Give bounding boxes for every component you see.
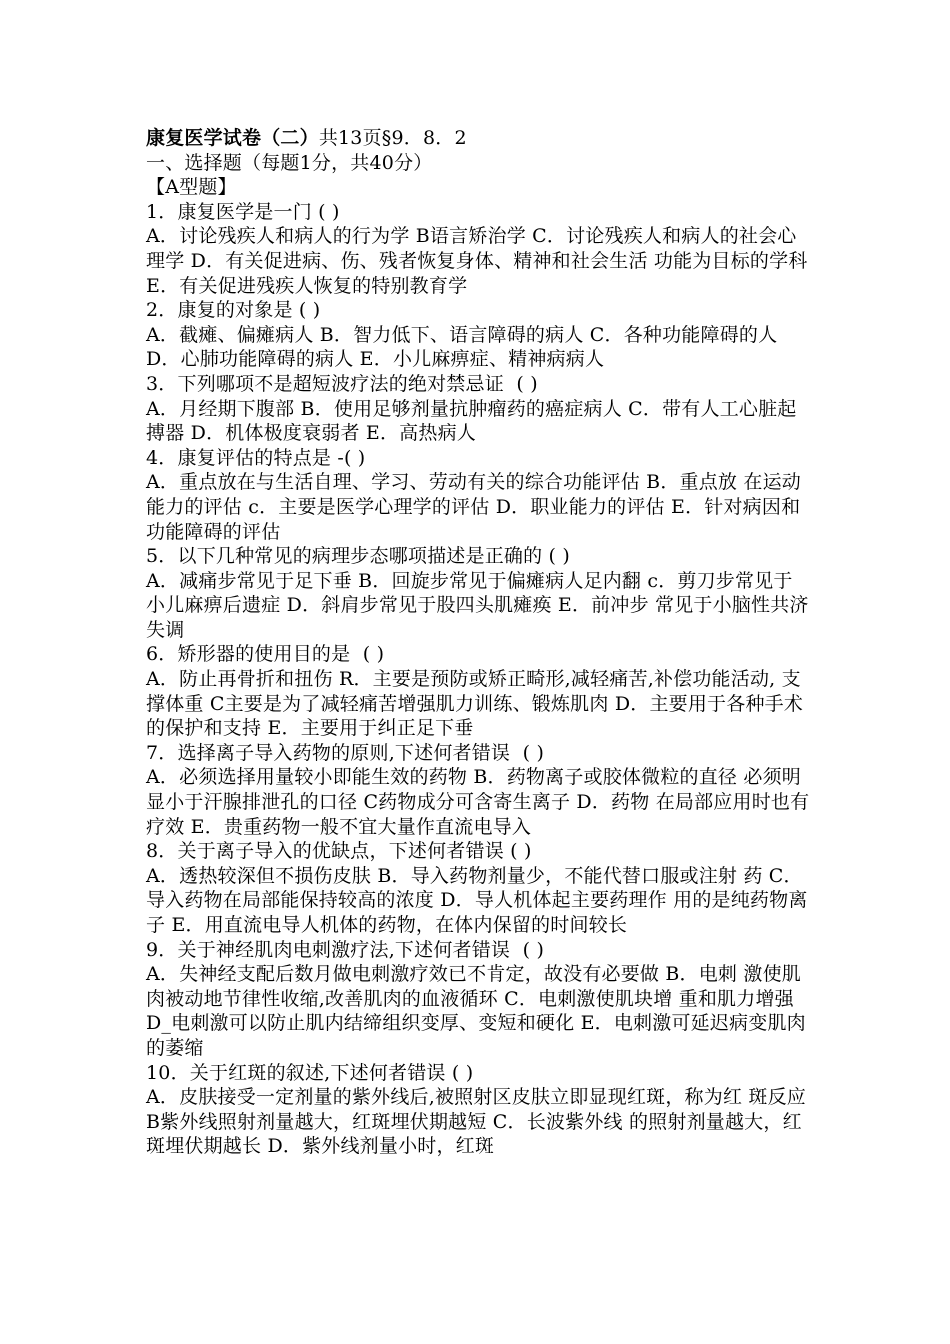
question-stem: 8．关于离子导入的优缺点，下述何者错误 ( ) [146, 840, 532, 863]
question-4 [146, 446, 810, 544]
question-10 [146, 1061, 813, 1159]
question-6 [146, 642, 810, 740]
question-stem: 9．关于神经肌肉电刺激疗法,下述何者错误 ( ) [146, 938, 545, 961]
question-options: A．截瘫、偏瘫病人 B．智力低下、语言障碍的病人 C．各种功能障碍的人 D．心肺功能障碍的病人 E．小儿麻痹症、精神病病人 [146, 323, 784, 371]
question-3 [146, 372, 810, 446]
question-options: A．透热较深但不损伤皮肤 B．导入药物剂量少，不能代替口服或注射 药 C．导入药物在局部能保持较高的浓度 D．导人机体起主要药理作 用的是纯药物离子 E．用直流电导人机体的药物，在体内保留的时间较长 [146, 864, 808, 936]
question-9 [146, 938, 810, 1061]
question-options: A．失神经支配后数月做电刺激疗效已不肯定，故没有必要做 B．电刺 激使肌肉被动地节律性收缩,改善肌肉的血液循环 C．电刺激使肌块增 重和肌力增强 D_电刺激可以防止肌内结缔组织变厚、变短和硬化 E．电刺激可延迟病变肌肉的萎缩 [146, 963, 806, 1059]
question-2 [146, 298, 810, 372]
question-5 [146, 544, 810, 642]
question-1 [146, 200, 814, 298]
section-heading: 一、选择题（每题1分，共40分） [146, 151, 433, 174]
question-options: A．防止再骨折和扭伤 R．主要是预防或矫正畸形,减轻痛苦,补偿功能活动, 支撑体重 C主要是为了减轻痛苦增强肌力训练、锻炼肌肉 D．主要用于各种手术的保护和支持 E．主要用于纠正足下垂 [146, 668, 804, 740]
question-stem: 10．关于红斑的叙述,下述何者错误 ( ) [146, 1061, 474, 1084]
exam-title-bold: 康复医学试卷（二） [146, 127, 319, 149]
exam-title [146, 126, 810, 151]
exam-title-rest: 共13页§9．8．2 [318, 127, 467, 149]
question-7 [146, 741, 810, 839]
question-8 [146, 839, 810, 937]
question-options: A．减痛步常见于足下垂 B．回旋步常见于偏瘫病人足内翻 c．剪刀步常见于小儿麻痹后遗症 D．斜肩步常见于股四头肌瘫痪 E．前冲步 常见于小脑性共济失调 [146, 569, 809, 641]
exam-document [146, 126, 814, 1159]
question-options: A．月经期下腹部 B．使用足够剂量抗肿瘤药的癌症病人 C．带有人工心脏起搏器 D．机体极度衰弱者 E．高热病人 [146, 397, 797, 445]
question-stem: 7．选择离子导入药物的原则,下述何者错误 ( ) [146, 741, 545, 764]
subsection-heading: 【A型题】 [146, 176, 237, 199]
question-stem: 5．以下几种常见的病理步态哪项描述是正确的 ( ) [146, 545, 570, 568]
question-stem: 1．康复医学是一门 ( ) [146, 200, 340, 223]
question-options: A．皮肤接受一定剂量的紫外线后,被照射区皮肤立即显现红斑，称为红 斑反应 B紫外线照射剂量越大，红斑埋伏期越短 C．长波紫外线 的照射剂量越大，红斑埋伏期越长 D．紫外线剂量小时，红斑 [146, 1086, 813, 1158]
question-stem: 2．康复的对象是 ( ) [146, 299, 321, 322]
question-options: A．必须选择用量较小即能生效的药物 B．药物离子或胶体微粒的直径 必须明显小于汗腺排泄孔的口径 C药物成分可含寄生离子 D．药物 在局部应用时也有疗效 E．贵重药物一般不宜大量作直流电导入 [146, 766, 810, 838]
question-options: A．重点放在与生活自理、学习、劳动有关的综合功能评估 B．重点放 在运动能力的评估 c．主要是医学心理学的评估 D．职业能力的评估 E．针对病因和功能障碍的评估 [146, 471, 801, 543]
question-stem: 4．康复评估的特点是 -( ) [146, 446, 366, 469]
question-options: A．讨论残疾人和病人的行为学 B语言矫治学 C．讨论残疾人和病人的社会心理学 D．有关促进病、伤、残者恢复身体、精神和社会生活 功能为目标的学科 E．有关促进残疾人恢复的特别教育学 [146, 225, 814, 297]
question-stem: 6．矫形器的使用目的是 ( ) [146, 643, 385, 666]
question-stem: 3．下列哪项不是超短波疗法的绝对禁忌证 ( ) [146, 372, 538, 395]
